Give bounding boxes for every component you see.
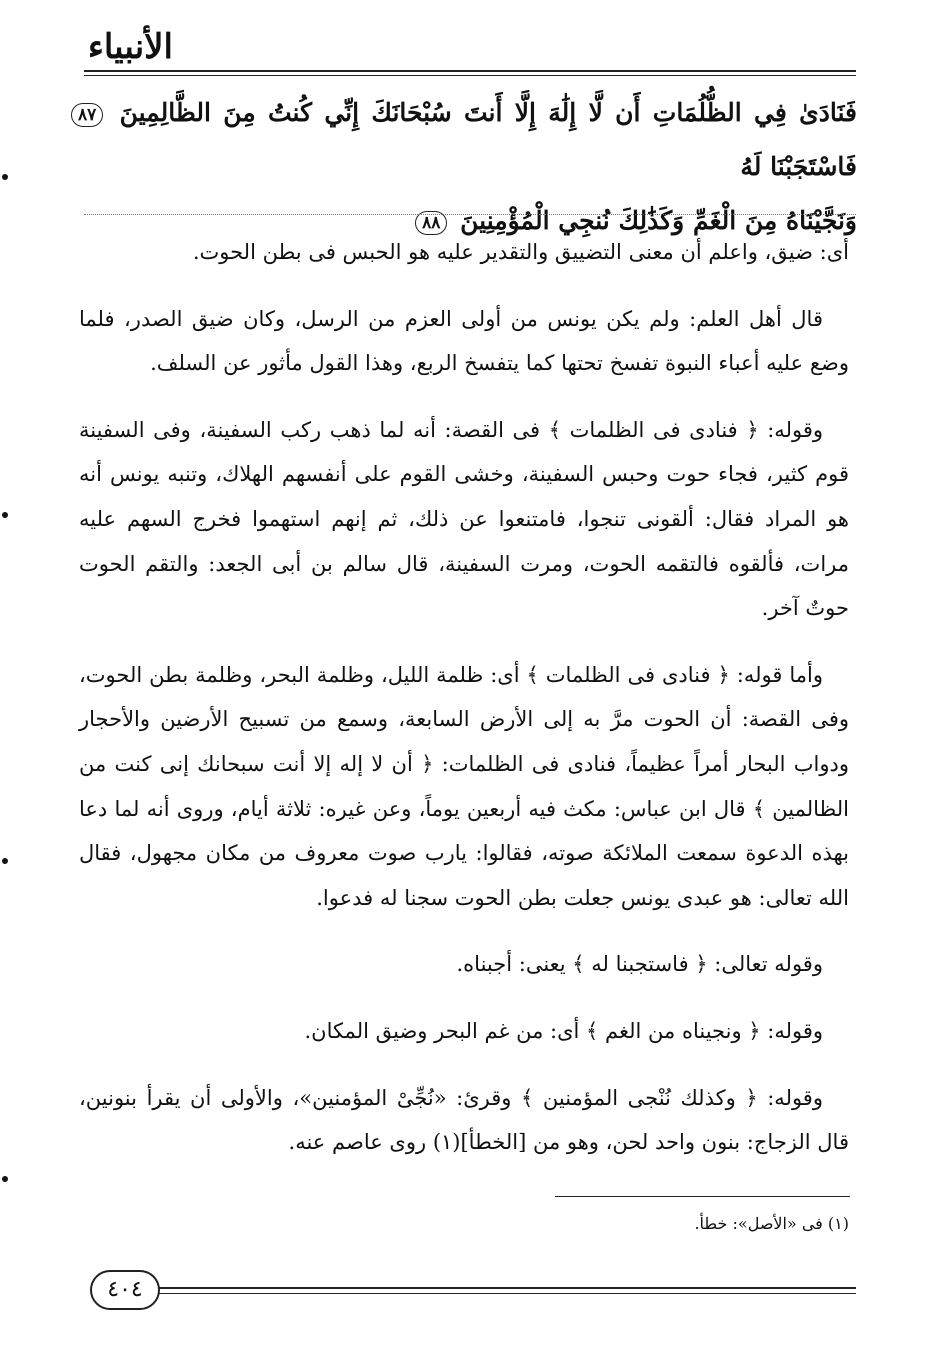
page-number: ٤٠٤ <box>90 1270 160 1310</box>
quran-verse-block <box>67 86 857 248</box>
paragraph-2: قال أهل العلم: ولم يكن يونس من أولى العزم من الرسل، وكان ضيق الصدر، فلما وضع عليه أعباء النبوة تفسخ تحتها كما يتفسخ الربع، وهذا القول مأثور عن السلف. <box>79 306 849 376</box>
commentary-text <box>79 230 849 1187</box>
paragraph-1: أى: ضيق، واعلم أن معنى التضييق والتقدير عليه هو الحبس فى بطن الحوت. <box>192 240 849 264</box>
verse-separator <box>84 214 856 215</box>
verse-text-88-start: فَاسْتَجَبْنَا لَهُ <box>740 152 857 181</box>
paragraph-7: وقوله: ﴿ وكذلك نُنْجى المؤمنين ﴾ وقرئ: «نُجِّىْ المؤمنين»، والأولى أن يقرأ بنونين، قال الزجاج: بنون واحد لحن، وهو من [الخطأ](١) روى عاصم عنه. <box>79 1085 849 1155</box>
header-rule-bottom <box>84 75 856 76</box>
header-rule-top <box>84 70 856 72</box>
footnote: (١) فى «الأصل»: خطأ. <box>694 1214 849 1233</box>
paragraph-3: وقوله: ﴿ فنادى فى الظلمات ﴾ فى القصة: أنه لما ذهب ركب السفينة، وفى السفينة قوم كثير، فجاء حوت وحبس السفينة، وخشى القوم على أنفسهم الهلاك، وتنبه يونس أنه هو المراد فقال: ألقونى تنجوا، فامتنعوا عن ذلك، ثم إنهم استهموا فخرج السهم عليه مرات، فألقوه فالتقمه الحوت، ومرت السفينة، قال سالم بن أبى الجعد: والتقم الحوت حوتٌ آخر. <box>79 417 849 621</box>
verse-text-88: وَنَجَّيْنَاهُ مِنَ الْغَمِّ وَكَذَٰلِكَ نُنجِي الْمُؤْمِنِينَ <box>460 206 857 235</box>
margin-dot <box>2 174 8 180</box>
margin-dot <box>2 1176 8 1182</box>
verse-line-1 <box>67 86 857 194</box>
footer-rule-bottom <box>156 1293 856 1294</box>
chapter-title: الأنبياء <box>87 27 173 67</box>
footnote-rule <box>555 1196 850 1197</box>
verse-text-87: فَنَادَىٰ فِي الظُّلُمَاتِ أَن لَّا إِلَٰهَ إِلَّا أَنتَ سُبْحَانَكَ إِنِّي كُنتُ مِنَ الظَّالِمِينَ <box>119 98 857 127</box>
ayah-number-88: ٨٨ <box>415 211 447 235</box>
ayah-number-87: ٨٧ <box>71 103 103 127</box>
footer-rule-top <box>156 1287 856 1289</box>
paragraph-6: وقوله: ﴿ ونجيناه من الغم ﴾ أى: من غم البحر وضيق المكان. <box>304 1018 823 1043</box>
paragraph-4: وأما قوله: ﴿ فنادى فى الظلمات ﴾ أى: ظلمة الليل، وظلمة البحر، وظلمة بطن الحوت، وفى القصة: أن الحوت مرَّ به إلى الأرض السابعة، وسمع من تسبيح الأرضين والأحجار ودواب البحار أمراً عظيماً، فنادى فى الظلمات: ﴿ أن لا إله إلا أنت سبحانك إنى كنت من الظالمين ﴾ قال ابن عباس: مكث فيه أربعين يوماً، وعن غيره: ثلاثة أيام، وروى أنه لما دعا بهذه الدعوة سمعت الملائكة صوته، فقالوا: يارب صوت معروف من مكان مجهول، فقال الله تعالى: هو عبدى يونس جعلت بطن الحوت سجنا له فدعوا. <box>79 662 849 910</box>
margin-dot <box>2 512 8 518</box>
margin-dot <box>2 858 8 864</box>
paragraph-5: وقوله تعالى: ﴿ فاستجبنا له ﴾ يعنى: أجبناه. <box>456 952 823 977</box>
